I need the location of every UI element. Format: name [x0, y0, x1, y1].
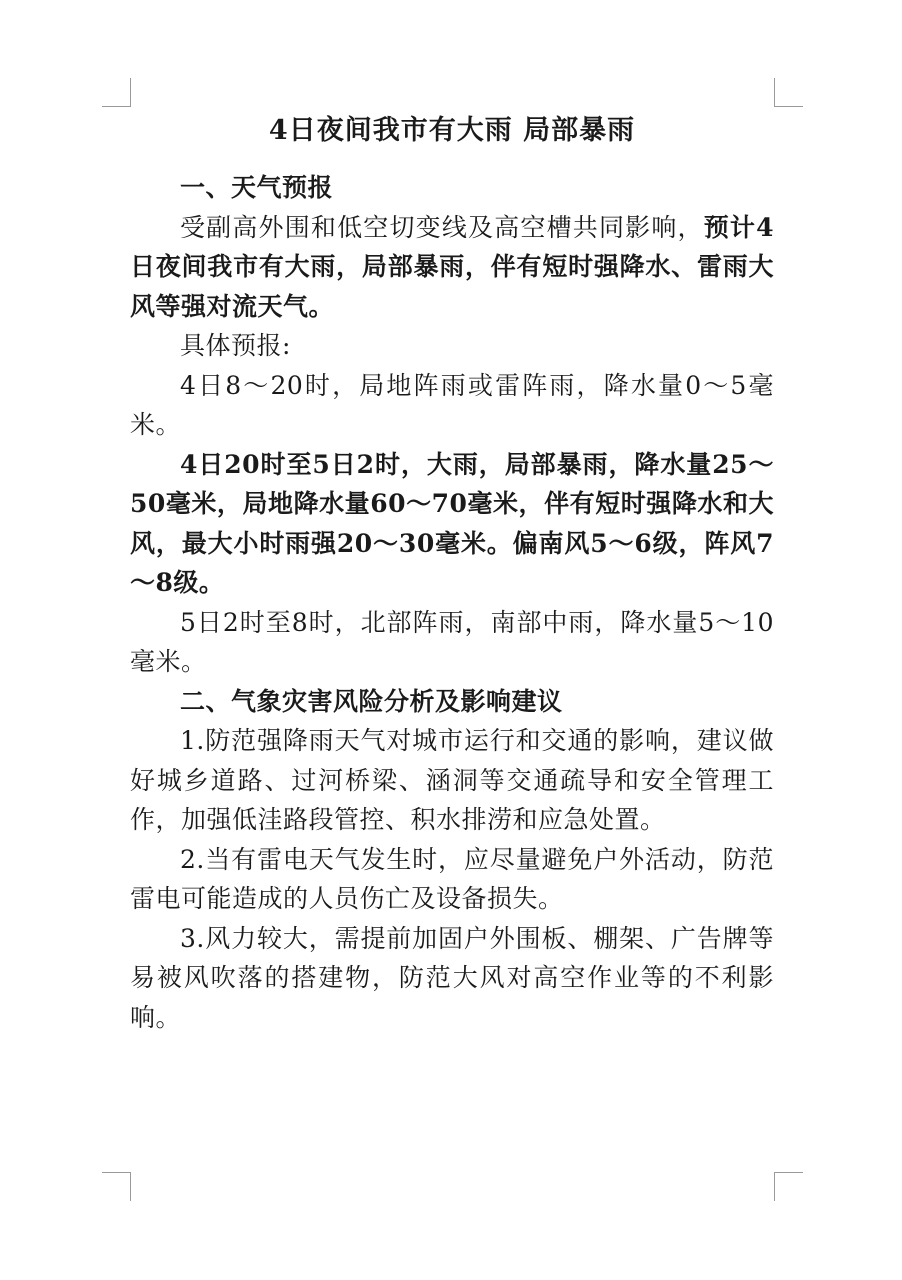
- section-heading-risk-analysis: 二、气象灾害风险分析及影响建议: [180, 686, 563, 716]
- forecast-period-1: 4日8～20时，局地阵雨或雷阵雨，降水量0～5毫米。: [130, 370, 774, 439]
- margin-mark-top-left: [102, 78, 131, 107]
- forecast-summary-paragraph: [130, 208, 774, 327]
- detail-forecast-label: 具体预报:: [180, 331, 291, 360]
- document-body: [130, 108, 774, 1037]
- margin-mark-bottom-left: [102, 1172, 131, 1201]
- document-title: 4日夜间我市有大雨 局部暴雨: [268, 115, 636, 146]
- forecast-period-2: 4日20时至5日2时，大雨，局部暴雨，降水量25～50毫米，局地降水量60～70毫米，伴有短时强降水和大风，最大小时雨强20～30毫米。偏南风5～6级，阵风7～8级。: [130, 449, 774, 597]
- margin-mark-bottom-right: [774, 1172, 803, 1201]
- advice-item-2: 2.当有雷电天气发生时，应尽量避免户外活动，防范雷电可能造成的人员伤亡及设备损失。: [130, 844, 774, 913]
- advice-item-1: 1.防范强降雨天气对城市运行和交通的影响，建议做好城乡道路、过河桥梁、涵洞等交通疏导和安全管理工作，加强低洼路段管控、积水排涝和应急处置。: [130, 726, 774, 834]
- forecast-summary-highlight: 预计4日夜间我市有大雨，局部暴雨，伴有短时强降水、雷雨大风等强对流天气。: [130, 212, 774, 321]
- margin-mark-top-right: [774, 78, 803, 107]
- advice-item-3: 3.风力较大，需提前加固户外围板、棚架、广告牌等易被风吹落的搭建物，防范大风对高空作业等的不利影响。: [130, 923, 774, 1032]
- forecast-period-3: 5日2时至8时，北部阵雨，南部中雨，降水量5～10毫米。: [130, 607, 774, 676]
- section-heading-weather-forecast: 一、天气预报: [180, 173, 334, 202]
- forecast-summary-cause: 受副高外围和低空切变线及高空槽共同影响，: [180, 212, 704, 242]
